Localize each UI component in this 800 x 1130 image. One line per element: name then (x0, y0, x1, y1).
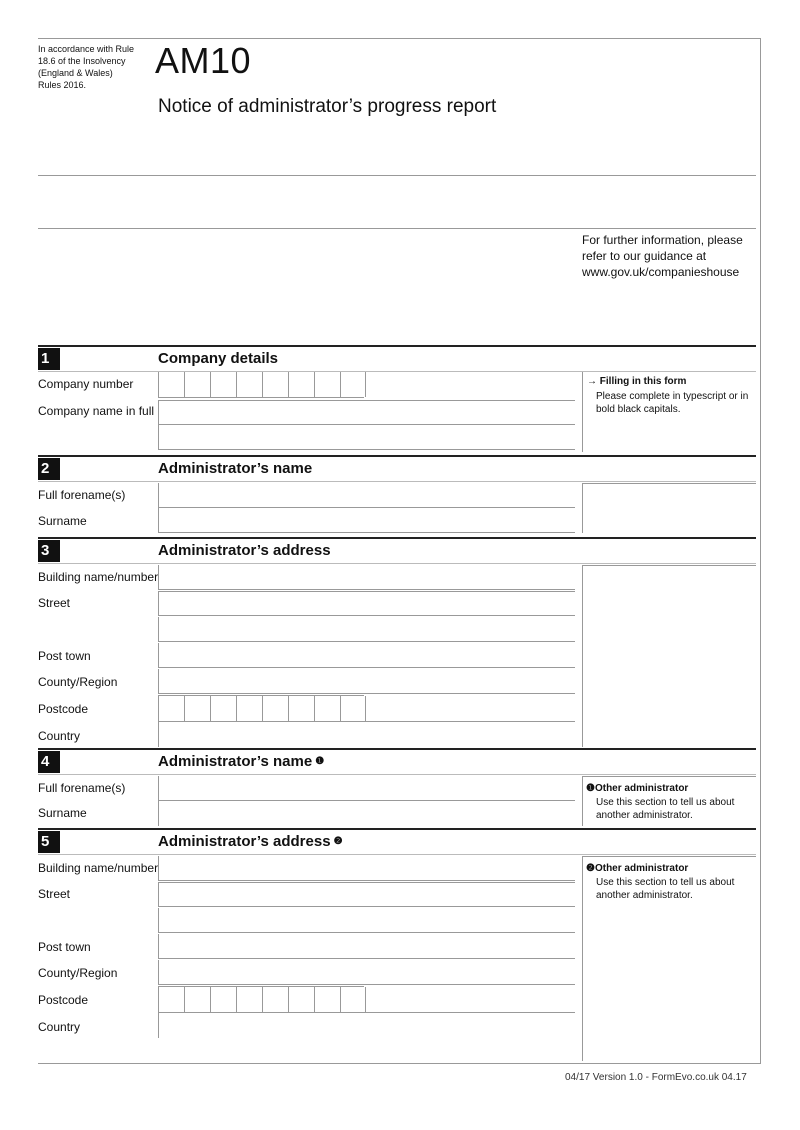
surname-field[interactable] (158, 508, 575, 533)
footer-version: 04/17 Version 1.0 - FormEvo.co.uk 04.17 (565, 1072, 747, 1083)
section-4-number: 4 (38, 751, 60, 773)
section-4-title (158, 753, 324, 770)
note-2-icon: ❷ (586, 863, 595, 874)
surname-label: Surname (38, 514, 87, 528)
section-5-number: 5 (38, 831, 60, 853)
forenames-label: Full forename(s) (38, 488, 126, 502)
county-label: County/Region (38, 675, 118, 689)
post-town-label: Post town (38, 649, 91, 663)
form-code: AM10 (155, 40, 252, 81)
building-field[interactable] (158, 565, 575, 590)
postcode-boxes[interactable] (158, 695, 364, 722)
note-1-icon: ❶ (586, 783, 595, 794)
section-2-bar (38, 455, 756, 457)
section-4-bar (38, 748, 756, 750)
street-field-2b[interactable] (158, 908, 575, 933)
note-1-marker: ❶ (315, 756, 325, 767)
page-frame-top (38, 38, 761, 39)
forenames-field-2[interactable] (158, 776, 575, 801)
arrow-icon: → (587, 376, 597, 387)
street-label-2: Street (38, 887, 71, 901)
street-field-2[interactable] (158, 617, 575, 642)
section-3-title: Administrator’s address (158, 542, 331, 559)
country-label: Country (38, 729, 81, 743)
section-2-title: Administrator’s name (158, 460, 313, 477)
other-admin-note-1-title: Other administrator (594, 783, 689, 794)
filling-note-title: Filling in this form (599, 376, 687, 387)
section-5-title-text: Administrator’s address (158, 833, 331, 850)
section-1-bar (38, 345, 756, 347)
company-number-boxes[interactable] (158, 372, 364, 398)
divider (38, 481, 756, 482)
street-label: Street (38, 596, 71, 610)
side-panel-3 (582, 565, 756, 747)
section-1-number: 1 (38, 348, 60, 370)
other-admin-note-2 (582, 856, 756, 1061)
section-3-number: 3 (38, 540, 60, 562)
other-admin-note-1 (582, 776, 756, 826)
divider (38, 854, 756, 855)
building-field-2[interactable] (158, 856, 575, 881)
building-label-2: Building name/number (38, 861, 159, 875)
company-name-field-2[interactable] (158, 425, 575, 450)
country-field-2[interactable] (158, 1013, 575, 1038)
country-field[interactable] (158, 722, 575, 747)
section-5-title (158, 833, 343, 850)
country-label-2: Country (38, 1020, 81, 1034)
company-name-field-1[interactable] (158, 400, 575, 425)
section-2-number: 2 (38, 458, 60, 480)
filling-note (582, 372, 756, 452)
divider (38, 228, 756, 229)
surname-label-2: Surname (38, 806, 87, 820)
rule-note: In accordance with Rule 18.6 of the Insolvency (England & Wales) Rules 2016. (38, 44, 135, 90)
other-admin-note-2-title: Other administrator (594, 863, 689, 874)
company-number-label: Company number (38, 377, 134, 391)
other-admin-note-1-text: Use this section to tell us about another administrator. (596, 797, 735, 821)
postcode-boxes-2[interactable] (158, 986, 364, 1013)
page-frame-bottom (38, 1063, 761, 1064)
surname-field-2[interactable] (158, 801, 575, 826)
section-1-title: Company details (158, 350, 279, 367)
post-town-field-2[interactable] (158, 934, 575, 959)
section-4-title-text: Administrator’s name (158, 753, 313, 770)
street-field-1[interactable] (158, 591, 575, 616)
county-field[interactable] (158, 669, 575, 694)
form-title: Notice of administrator’s progress report (158, 96, 497, 117)
postcode-label: Postcode (38, 702, 89, 716)
other-admin-note-2-text: Use this section to tell us about another administrator. (596, 877, 735, 901)
section-3-bar (38, 537, 756, 539)
building-label: Building name/number (38, 570, 159, 584)
postcode-label-2: Postcode (38, 993, 89, 1007)
post-town-label-2: Post town (38, 940, 91, 954)
side-panel-2 (582, 483, 756, 533)
divider (38, 774, 756, 775)
forenames-field[interactable] (158, 483, 575, 508)
further-info: For further information, please refer to our guidance at www.gov.uk/companieshouse (582, 233, 743, 279)
company-name-label: Company name in full (38, 404, 155, 418)
divider (38, 175, 756, 176)
post-town-field[interactable] (158, 643, 575, 668)
note-2-marker: ❷ (333, 836, 343, 847)
page-frame-right (760, 38, 761, 1063)
county-field-2[interactable] (158, 960, 575, 985)
section-5-bar (38, 828, 756, 830)
filling-note-text: Please complete in typescript or in bold black capitals. (596, 391, 749, 415)
divider (38, 563, 756, 564)
street-field-2a[interactable] (158, 882, 575, 907)
forenames-label-2: Full forename(s) (38, 781, 126, 795)
county-label-2: County/Region (38, 966, 118, 980)
